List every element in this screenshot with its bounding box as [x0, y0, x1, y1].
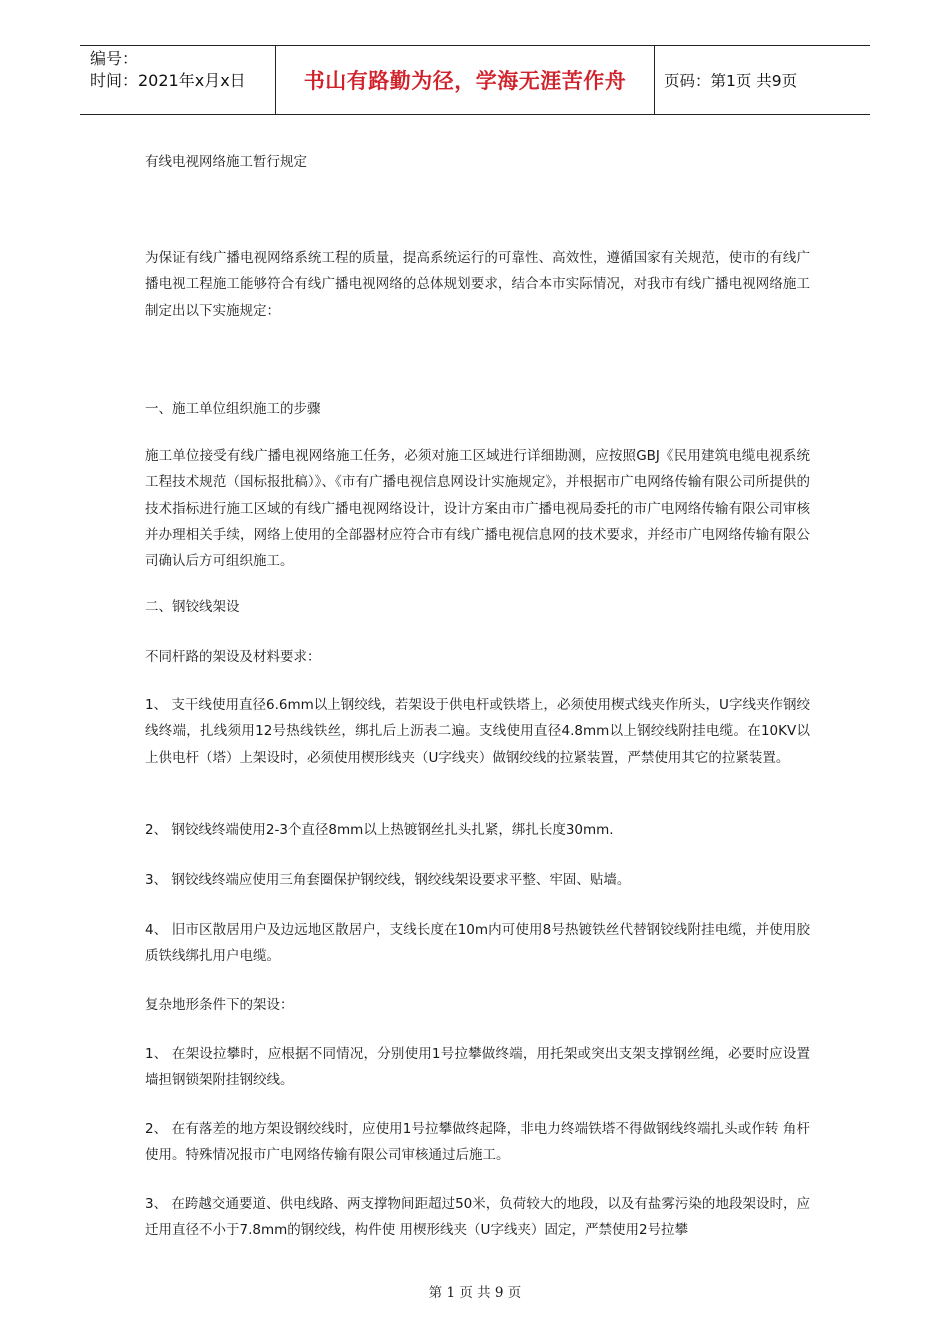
list-item: 3、 钢铰线终端应使用三角套圈保护钢绞线，钢绞线架设要求平整、牢固、贴墙。	[145, 872, 631, 888]
section-1-heading: 一、施工单位组织施工的步骤	[145, 401, 321, 417]
list-item: 3、 在跨越交通要道、供电线路、两支撑物间距超过50米，负荷较大的地段，以及有盐雾污染的地段架设时，应迁用直径不小于7.8mm的钢绞线，构件使 用楔形线夹（U字线夹）固定，严禁使用2号拉攀	[145, 1196, 810, 1239]
section-2-subheading-1: 不同杆路的架设及材料要求：	[145, 649, 321, 665]
page-footer: 第 1 页 共 9 页	[428, 1285, 522, 1301]
document-number-label: 编号：	[90, 49, 139, 68]
header-motto: 书山有路勤为径，学海无涯苦作舟	[303, 69, 627, 93]
list-item: 1、 在架设拉攀时，应根据不同情况，分别使用1号拉攀做终端，用托架或突出支架支撑钢丝绳，必要时应设置墙担钢锁架附挂钢绞线。	[145, 1046, 810, 1089]
header-meta	[90, 48, 246, 92]
list-item: 1、 支干线使用直径6.6mm以上钢绞线，若架设于供电杆或铁塔上，必须使用楔式线夹作所头，U字线夹作钢绞线终端，扎线须用12号热线铁丝，绑扎后上沥表二遍。支线使用直径4.8mm以上钢绞线附挂电缆。在10KV以上供电杆（塔）上架设时，必须使用楔形线夹（U字线夹）做钢绞线的拉紧装置，严禁使用其它的拉紧装置。	[145, 697, 810, 766]
document-date-label: 时间：2021年x月x日	[90, 71, 246, 90]
list-item: 4、 旧市区散居用户及边远地区散居户，支线长度在10m内可使用8号热镀铁丝代替钢铰线附挂电缆，并使用胶质铁线绑扎用户电缆。	[145, 922, 810, 965]
section-2-heading: 二、钢铰线架设	[145, 599, 240, 615]
list-item: 2、 钢铰线终端使用2-3个直径8mm以上热镀钢丝扎头扎紧，绑扎长度30mm.	[145, 822, 614, 838]
document-title: 有线电视网络施工暂行规定	[145, 154, 307, 170]
section-2-subheading-2: 复杂地形条件下的架设：	[145, 997, 294, 1013]
page-header	[80, 45, 870, 115]
list-item: 2、 在有落差的地方架设钢绞线时，应使用1号拉攀做终起降，非电力终端铁塔不得做钢线终端扎头或作转 角杆使用。特殊情况报市广电网络传输有限公司审核通过后施工。	[145, 1121, 810, 1164]
header-motto-cell	[275, 46, 655, 114]
intro-paragraph: 为保证有线广播电视网络系统工程的质量，提高系统运行的可靠性、高效性，遵循国家有关规范，使市的有线广播电视工程施工能够符合有线广播电视网络的总体规划要求，结合本市实际情况，对我市有线广播电视网络施工制定出以下实施规定：	[145, 250, 810, 319]
section-1-body: 施工单位接受有线广播电视网络施工任务，必须对施工区域进行详细勘测，应按照GBJ《民用建筑电缆电视系统工程技术规范（国标报批稿）》、《市有广播电视信息网设计实施规定》，并根据市广电网络传输有限公司所提供的技术指标进行施工区域的有线广播电视网络设计，设计方案由市广播电视局委托的市广电网络传输有限公司审核并办理相关手续，网络上使用的全部器材应符合市有线广播电视信息网的技术要求，并经市广电网络传输有限公司确认后方可组织施工。	[145, 448, 810, 570]
header-page-label: 页码：第1页 共9页	[664, 72, 798, 90]
